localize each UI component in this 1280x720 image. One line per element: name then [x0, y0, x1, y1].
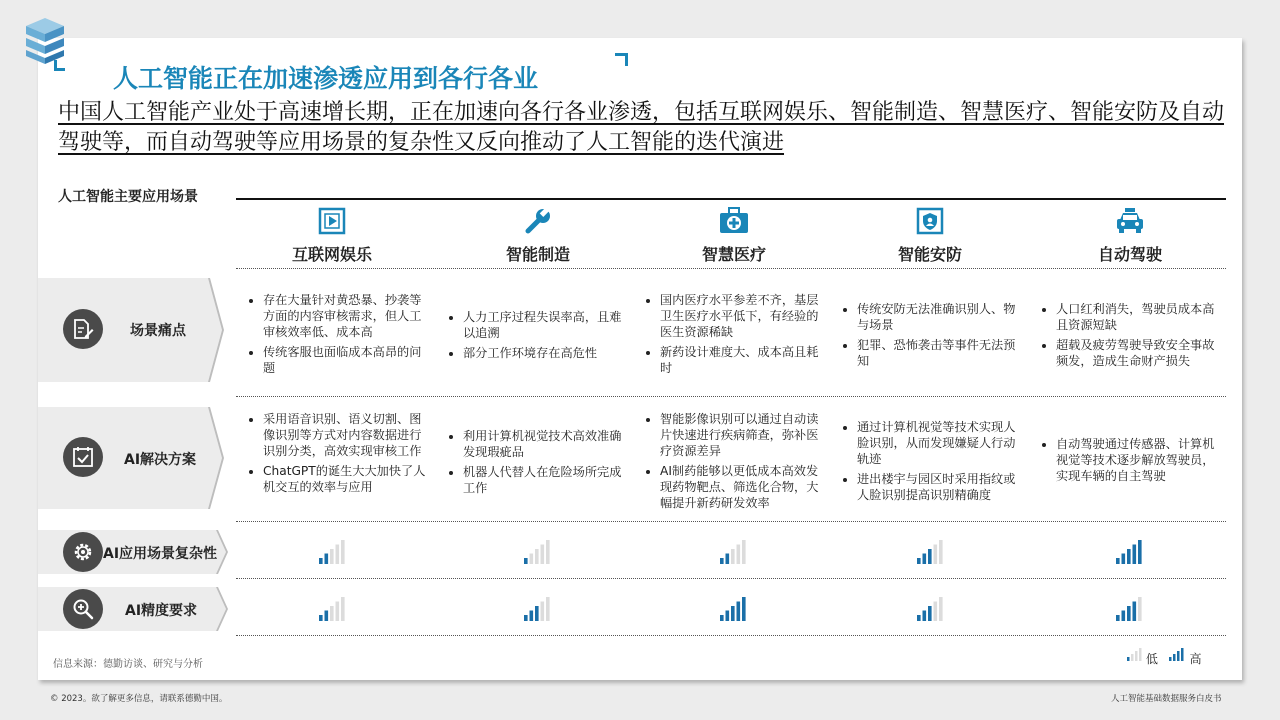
solution-cell-security	[840, 419, 1026, 507]
signal-bar	[726, 611, 730, 622]
signal-bar	[535, 606, 539, 621]
row-icon-circle	[63, 532, 103, 572]
signal-bar	[939, 540, 943, 564]
signal-bar	[541, 602, 545, 622]
signal-bar	[1122, 611, 1126, 622]
signal-bar	[336, 545, 340, 565]
section-label: 人工智能主要应用场景	[58, 189, 198, 205]
row-icon-circle	[63, 589, 103, 629]
column-name: 智能安防	[897, 245, 962, 264]
bullet-text: • 传统安防无法准确识别人、物与场景	[857, 301, 1026, 333]
bullet-text: • 智能影像识别可以通过自动读片快速进行疾病筛查，弥补医疗资源差异	[660, 411, 829, 459]
calendar-check-icon	[71, 445, 95, 469]
signal-bar	[1133, 545, 1137, 565]
medical-kit-icon	[718, 206, 750, 236]
table-top-rule	[236, 198, 1226, 200]
complexity-bars	[1115, 538, 1145, 564]
solution-cell-manufacturing	[446, 428, 632, 500]
complexity-bars	[523, 538, 553, 564]
signal-bar	[923, 611, 927, 622]
signal-bar	[546, 597, 550, 621]
signal-bar	[546, 540, 550, 564]
signal-bar	[737, 602, 741, 622]
signal-bar	[934, 602, 938, 622]
precision-bars	[523, 595, 553, 621]
row-label: 场景痛点	[130, 323, 186, 339]
row-label: AI精度要求	[125, 603, 198, 619]
legend	[1126, 646, 1202, 667]
complexity-bars	[318, 538, 348, 564]
row-divider	[236, 635, 1226, 636]
signal-bar	[330, 606, 334, 621]
bullet-text: • 超载及疲劳驾驶导致安全事故频发，造成生命财产损失	[1056, 337, 1225, 369]
page-subtitle: 中国人工智能产业处于高速增长期，正在加速向各行各业渗透，包括互联网娱乐、智能制造、智慧医疗、智能安防及自动驾驶等，而自动驾驶等应用场景的复杂性又反向推动了人工智能的迭代演进	[58, 100, 1225, 155]
column-name: 互联网娱乐	[291, 245, 372, 264]
document-edit-icon	[71, 317, 95, 341]
signal-bar	[325, 611, 329, 622]
column-header-driving	[1040, 206, 1220, 265]
column-header-manufacturing	[448, 206, 628, 265]
row-header-pain-points	[38, 278, 226, 382]
signal-bar	[720, 558, 724, 564]
precision-bars	[318, 595, 348, 621]
column-header-entertainment	[242, 206, 422, 265]
signal-bar	[530, 554, 534, 565]
signal-bar	[524, 558, 528, 564]
shield-icon	[915, 206, 945, 236]
row-header-precision	[38, 587, 228, 631]
signal-bar	[726, 554, 730, 565]
page-title: 人工智能正在加速渗透应用到各行各业	[113, 64, 539, 93]
signal-bar	[336, 602, 340, 622]
wrench-icon	[523, 206, 553, 236]
row-icon-circle	[63, 309, 103, 349]
precision-bars	[1115, 595, 1145, 621]
signal-bar	[325, 554, 329, 565]
row-divider	[236, 396, 1226, 397]
bullet-text: • 机器人代替人在危险场所完成工作	[463, 464, 632, 496]
signal-bar	[928, 606, 932, 621]
report-name: 人工智能基础数据服务白皮书	[1111, 694, 1222, 704]
play-icon	[317, 206, 347, 236]
bullet-text: • 国内医疗水平参差不齐，基层卫生医疗水平低下，有经验的医生资源稀缺	[660, 292, 829, 340]
bullet-text: • 进出楼宇与园区时采用指纹或人脸识别提高识别精确度	[857, 471, 1026, 503]
row-label: AI应用场景复杂性	[103, 546, 218, 562]
signal-bar	[1122, 554, 1126, 565]
complexity-bars	[719, 538, 749, 564]
signal-bar	[530, 611, 534, 622]
bullet-text: • 通过计算机视觉等技术实现人脸识别，从而发现嫌疑人行动轨迹	[857, 419, 1026, 467]
signal-bar	[917, 615, 921, 621]
precision-bars	[719, 595, 749, 621]
signal-bar	[731, 549, 735, 564]
bullet-text: • ChatGPT的诞生大大加快了人机交互的效率与应用	[263, 463, 432, 495]
signal-bar	[742, 597, 746, 621]
signal-bar	[319, 615, 323, 621]
signal-bar	[1127, 606, 1131, 621]
signal-bar	[917, 558, 921, 564]
bullet-text: • 采用语音识别、语义切割、图像识别等方式对内容数据进行识别分类，高效实现审核工作	[263, 411, 432, 459]
precision-bars	[916, 595, 946, 621]
signal-bar	[330, 549, 334, 564]
bullet-text: • 传统客服也面临成本高昂的问题	[263, 344, 432, 376]
row-header-complexity	[38, 530, 228, 574]
signal-bar	[1116, 615, 1120, 621]
row-icon-circle	[63, 437, 103, 477]
pain-cell-driving	[1039, 301, 1225, 373]
column-header-medical	[644, 206, 824, 265]
pain-cell-entertainment	[246, 292, 432, 380]
solution-cell-driving	[1039, 436, 1225, 488]
signal-bar	[1138, 540, 1142, 564]
signal-bar	[1133, 602, 1137, 622]
signal-bar	[934, 545, 938, 565]
complexity-bars	[916, 538, 946, 564]
bullet-text: • 存在大量针对黄恐暴、抄袭等方面的内容审核需求，但人工审核效率低、成本高	[263, 292, 432, 340]
title-corner-bracket-left	[54, 60, 65, 71]
bullet-text: • 犯罪、恐怖袭击等事件无法预知	[857, 337, 1026, 369]
signal-bar	[923, 554, 927, 565]
signal-bar	[737, 545, 741, 565]
column-name: 自动驾驶	[1097, 245, 1162, 264]
signal-bar	[939, 597, 943, 621]
car-icon	[1114, 206, 1146, 236]
stacked-layers-logo-icon	[22, 14, 68, 66]
signal-bar	[1138, 597, 1142, 621]
bullet-text: • 自动驾驶通过传感器、计算机视觉等技术逐步解放驾驶员，实现车辆的自主驾驶	[1056, 436, 1225, 484]
signal-bar	[341, 540, 345, 564]
row-header-ai-solution	[38, 407, 226, 509]
row-label: AI解决方案	[124, 452, 197, 468]
signal-bar	[720, 615, 724, 621]
bullet-text: • 新药设计难度大、成本高且耗时	[660, 344, 829, 376]
row-divider	[236, 268, 1226, 269]
bullet-text: • 人口红利消失，驾驶员成本高且资源短缺	[1056, 301, 1225, 333]
signal-bar	[1116, 558, 1120, 564]
gear-icon	[71, 540, 95, 564]
signal-bar	[1127, 549, 1131, 564]
row-divider	[236, 578, 1226, 579]
column-header-security	[840, 206, 1020, 265]
bullet-text: • AI制药能够以更低成本高效发现药物靶点、筛选化合物，大幅提升新药研发效率	[660, 463, 829, 511]
row-divider	[236, 521, 1226, 522]
pain-cell-security	[840, 301, 1026, 373]
pain-cell-manufacturing	[446, 309, 632, 365]
signal-bar	[928, 549, 932, 564]
high-signal-icon	[1168, 646, 1186, 662]
signal-bar	[319, 558, 323, 564]
signal-bar	[535, 549, 539, 564]
column-name: 智能制造	[505, 245, 570, 264]
zoom-in-icon	[71, 597, 95, 621]
signal-bar	[524, 615, 528, 621]
low-signal-icon	[1126, 646, 1142, 662]
bullet-text: • 部分工作环境存在高危性	[463, 345, 632, 361]
source-note: 信息来源：德勤访谈、研究与分析	[53, 659, 203, 670]
pain-cell-medical	[643, 292, 829, 380]
title-corner-bracket-right	[615, 53, 628, 66]
signal-bar	[731, 606, 735, 621]
solution-cell-entertainment	[246, 411, 432, 499]
bullet-text: • 利用计算机视觉技术高效准确发现瑕疵品	[463, 428, 632, 460]
legend-low: 低	[1145, 652, 1158, 666]
solution-cell-medical	[643, 411, 829, 515]
signal-bar	[341, 597, 345, 621]
column-name: 智慧医疗	[701, 245, 766, 264]
copyright: © 2023。欲了解更多信息，请联系德勤中国。	[50, 694, 228, 704]
bullet-text: • 人力工序过程失误率高，且难以追溯	[463, 309, 632, 341]
legend-high: 高	[1189, 652, 1202, 666]
signal-bar	[541, 545, 545, 565]
signal-bar	[742, 540, 746, 564]
